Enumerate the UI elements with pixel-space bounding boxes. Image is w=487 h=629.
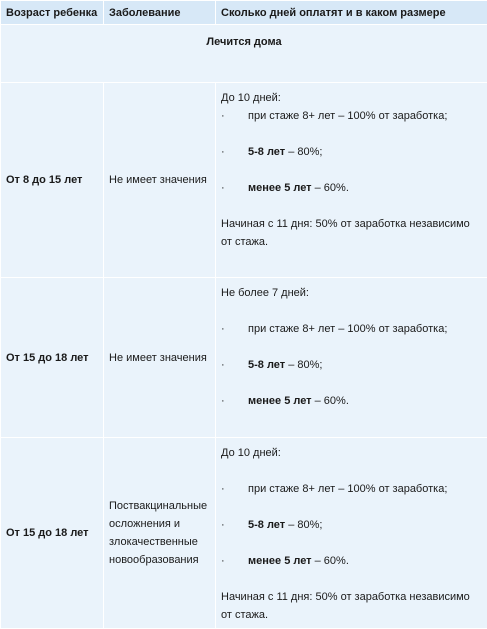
payment-note: Начиная с 11 дня: 50% от заработка независимо от стажа. [221,215,482,251]
list-item [221,107,482,125]
list-item-strong: 5-8 лет [248,146,285,158]
list-item [221,392,482,410]
list-item-strong: 5-8 лет [248,519,285,531]
condition-cell: Поствакцинальные осложнения и злокачественные новообразования [104,438,216,629]
list-item-strong: 5-8 лет [248,359,285,371]
age-cell: От 8 до 15 лет [1,83,104,278]
age-cell: От 15 до 18 лет [1,438,104,629]
bullet-icon: · [221,320,225,338]
list-item-text: при стаже 8+ лет – 100% от заработка; [248,110,447,122]
bullet-icon: · [221,107,225,125]
list-item-text: – 60%. [312,182,349,194]
bullet-icon: · [221,356,225,374]
table-row [1,438,487,629]
bullet-icon: · [221,143,225,161]
list-item-text: при стаже 8+ лет – 100% от заработка; [248,483,447,495]
list-item [221,143,482,161]
list-item [221,356,482,374]
age-cell: От 15 до 18 лет [1,278,104,438]
list-item-strong: менее 5 лет [248,182,312,194]
list-item [221,179,482,197]
section-title: Лечится дома [1,25,487,83]
payment-intro: До 10 дней: [221,444,482,462]
list-item [221,480,482,498]
payment-cell [216,83,487,278]
header-condition: Заболевание [104,1,216,25]
bullet-icon: · [221,516,225,534]
bullet-icon: · [221,552,225,570]
list-item-text: – 80%; [285,146,322,158]
list-item [221,552,482,570]
bullet-icon: · [221,179,225,197]
header-payment: Сколько дней оплатят и в каком размере [216,1,487,25]
table-row [1,278,487,438]
table-row [1,83,487,278]
list-item-strong: менее 5 лет [248,555,312,567]
list-item-text: – 80%; [285,359,322,371]
list-item [221,320,482,338]
list-item [221,516,482,534]
payment-cell [216,278,487,438]
condition-cell: Не имеет значения [104,83,216,278]
list-item-text: – 60%. [312,395,349,407]
list-item-strong: менее 5 лет [248,395,312,407]
list-item-text: при стаже 8+ лет – 100% от заработка; [248,323,447,335]
payment-intro: Не более 7 дней: [221,284,482,302]
list-item-text: – 60%. [312,555,349,567]
payment-intro: До 10 дней: [221,89,482,107]
section-row [1,25,487,83]
bullet-icon: · [221,392,225,410]
payment-cell [216,438,487,629]
header-age: Возраст ребенка [1,1,104,25]
condition-cell: Не имеет значения [104,278,216,438]
header-row [1,1,487,25]
bullet-icon: · [221,480,225,498]
list-item-text: – 80%; [285,519,322,531]
payment-note: Начиная с 11 дня: 50% от заработка независимо от стажа. [221,588,482,624]
